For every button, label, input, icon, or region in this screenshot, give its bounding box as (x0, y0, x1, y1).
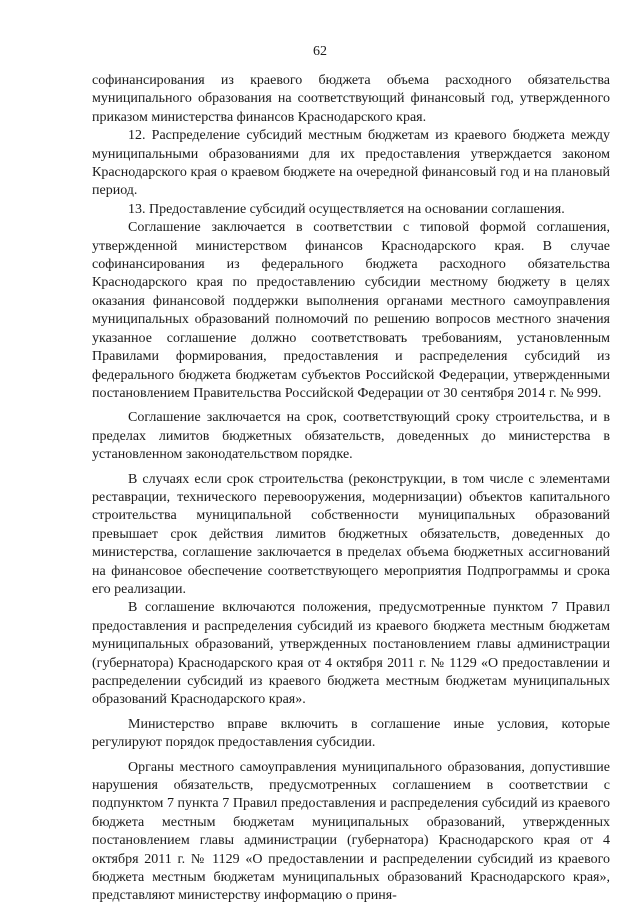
paragraph-item-13: 13. Предоставление субсидий осуществляется на основании соглашения. (128, 201, 565, 217)
paragraph-violations: Органы местного самоуправления муниципального образования, допустившие нарушения обязательств, предусмотренных соглашением в соответствии с подпунктом 7 пункта 7 Правил предоставления и распределения субсидий из краевого бюджета местным бюджетам муниципальных образований, утвержденных постановлением главы администрации (губернатора) Краснодарского края от 4 октября 2011 г. № 1129 «О предоставлении и распределении субсидий из краевого бюджета местным бюджетам муниципальных образований Краснодарского края», представляют министерству информацию о приня- (92, 759, 610, 904)
document-body (92, 72, 610, 906)
page-number: 62 (313, 44, 327, 59)
paragraph-agreement-provisions: В соглашение включаются положения, предусмотренные пунктом 7 Правил предоставления и распределения субсидий из краевого бюджета местным бюджетам муниципальных образований, утвержденных постановлением главы администрации (губернатора) Краснодарского края от 4 октября 2011 г. № 1129 «О предоставлении и распределении субсидий из краевого бюджета местным бюджетам муниципальных образований Краснодарского края». (92, 600, 610, 708)
paragraph-agreement-form: Соглашение заключается в соответствии с типовой формой соглашения, утвержденной министерством финансов Краснодарского края. В случае софинансирования из федерального бюджета расходного обязательства Краснодарского края по предоставлению субсидии местному бюджету в целях оказания финансовой поддержки выполнения органами местного самоуправления муниципальных образований полномочий по решению вопросов местного значения указанное соглашение должно соответствовать требованиям, установленным Правилами формирования, предоставления и распределения субсидий из федерального бюджета бюджетам субъектов Российской Федерации, утвержденными постановлением Правительства Российской Федерации от 30 сентября 2014 г. № 999. (92, 220, 610, 401)
paragraph-agreement-term: Соглашение заключается на срок, соответствующий сроку строительства, и в пределах лимитов бюджетных обязательств, доведенных до министерства в установленном законодательством порядке. (92, 410, 610, 463)
paragraph-continuation: софинансирования из краевого бюджета объема расходного обязательства муниципального образования на соответствующий финансовый год, утвержденного приказом министерства финансов Краснодарского края. (92, 73, 610, 125)
paragraph-item-12: 12. Распределение субсидий местным бюджетам из краевого бюджета между муниципальными образованиями для их предоставления утверждается законом Краснодарского края о краевом бюджете на очередной финансовый год и на плановый период. (92, 128, 610, 199)
paragraph-additional-conditions: Министерство вправе включить в соглашение иные условия, которые регулируют порядок предоставления субсидии. (92, 716, 610, 751)
paragraph-construction-period: В случаях если срок строительства (реконструкции, в том числе с элементами реставрации, технического перевооружения, модернизации) объектов капитального строительства муниципальной собственности муниципальных образований превышает срок действия лимитов бюджетных обязательств, доведенных до министерства, соглашение заключается в пределах объема бюджетных ассигнований на финансовое обеспечение соответствующего мероприятия Подпрограммы и срока его реализации. (92, 471, 610, 597)
